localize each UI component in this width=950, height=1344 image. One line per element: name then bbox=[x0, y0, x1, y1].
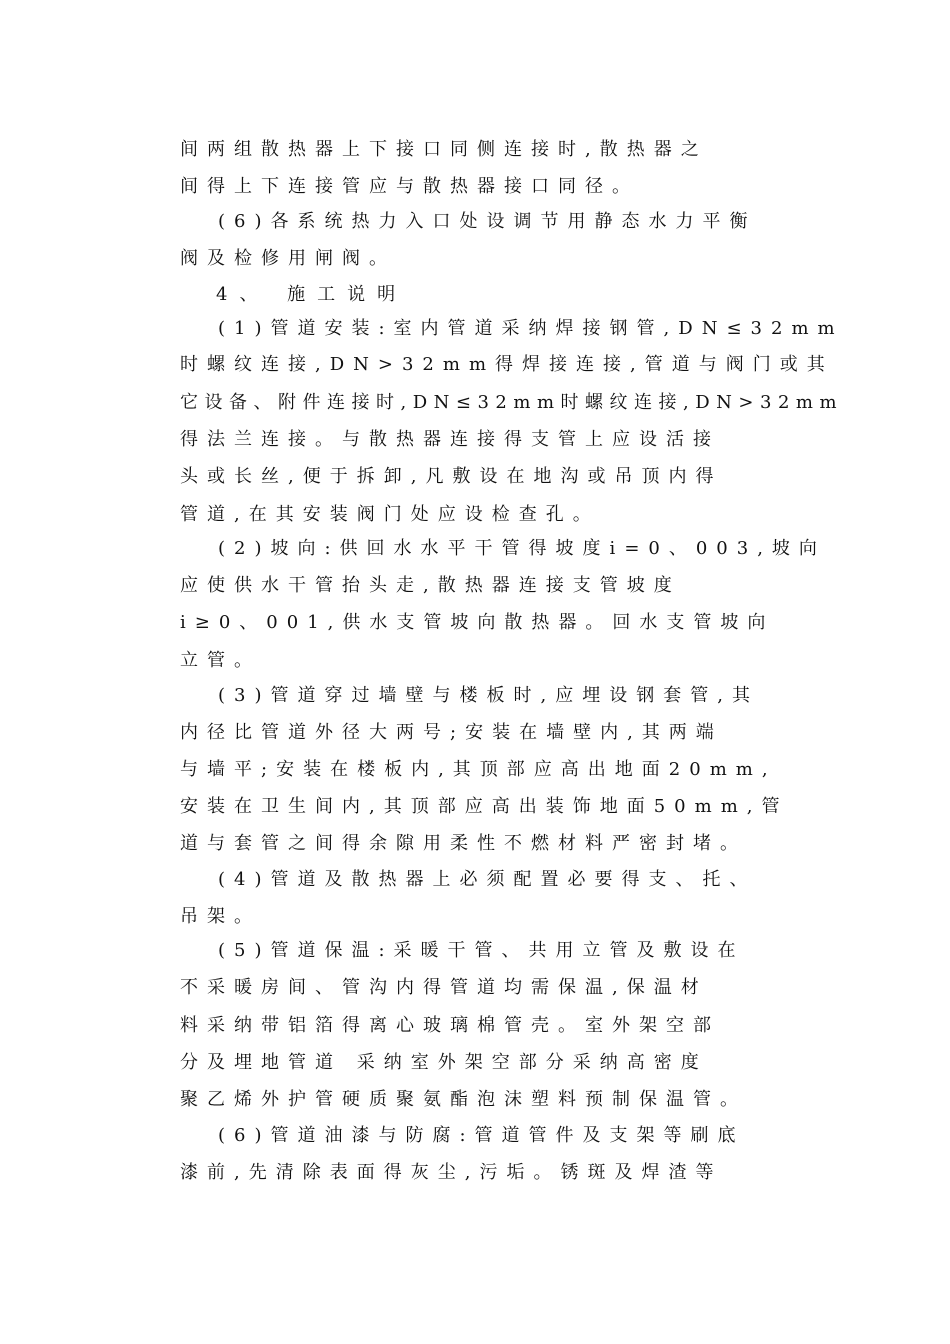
text-line: 立管。 bbox=[180, 650, 261, 671]
text-line: (5)管道保温:采暖干管、共用立管及敷设在 bbox=[218, 940, 745, 961]
text-line: 时螺纹连接,DN>32mm得焊接连接,管道与阀门或其 bbox=[180, 354, 834, 375]
text-line: i≥0、001,供水支管坡向散热器。回水支管坡向 bbox=[180, 612, 775, 633]
text-line: (6)各系统热力入口处设调节用静态水力平衡 bbox=[218, 211, 757, 232]
text-line: 阀及检修用闸阀。 bbox=[180, 248, 396, 269]
text-line: 应使供水干管抬头走,散热器连接支管坡度 bbox=[180, 575, 681, 596]
text-line: 吊架。 bbox=[180, 906, 261, 927]
text-line: (4)管道及散热器上必须配置必要得支、托、 bbox=[218, 869, 757, 890]
text-line: 得法兰连接。与散热器连接得支管上应设活接 bbox=[180, 429, 720, 450]
text-line: 间得上下连接管应与散热器接口同径。 bbox=[180, 176, 639, 197]
section-heading: 4、 施工说明 bbox=[216, 284, 408, 305]
text-line: (6)管道油漆与防腐:管道管件及支架等刷底 bbox=[218, 1125, 745, 1146]
text-line: 与墙平;安装在楼板内,其顶部应高出地面20mm, bbox=[180, 759, 777, 780]
text-line: 料采纳带铝箔得离心玻璃棉管壳。室外架空部 bbox=[180, 1015, 720, 1036]
text-line: 头或长丝,便于拆卸,凡敷设在地沟或吊顶内得 bbox=[180, 466, 723, 487]
text-line: 不采暖房间、管沟内得管道均需保温,保温材 bbox=[180, 977, 708, 998]
text-line: 分及埋地管道 采纳室外架空部分采纳高密度 bbox=[180, 1052, 708, 1073]
text-line: 间两组散热器上下接口同侧连接时,散热器之 bbox=[180, 139, 708, 160]
text-line: (1)管道安装:室内管道采纳焊接钢管,DN≤32mm bbox=[218, 318, 844, 339]
text-line: 聚乙烯外护管硬质聚氨酯泡沫塑料预制保温管。 bbox=[180, 1089, 747, 1110]
text-line: 它设备、附件连接时,DN≤32mm时螺纹连接,DN>32mm bbox=[180, 392, 844, 413]
text-line: (3)管道穿过墙壁与楼板时,应埋设钢套管,其 bbox=[218, 685, 759, 706]
text-line: (2)坡向:供回水水平干管得坡度i=0、003,坡向 bbox=[218, 538, 826, 559]
text-line: 道与套管之间得余隙用柔性不燃材料严密封堵。 bbox=[180, 833, 747, 854]
text-line: 漆前,先清除表面得灰尘,污垢。锈斑及焊渣等 bbox=[180, 1162, 723, 1183]
text-line: 内径比管道外径大两号;安装在墙壁内,其两端 bbox=[180, 722, 723, 743]
text-line: 管道,在其安装阀门处应设检查孔。 bbox=[180, 504, 600, 525]
text-line: 安装在卫生间内,其顶部应高出装饰地面50mm,管 bbox=[180, 796, 789, 817]
